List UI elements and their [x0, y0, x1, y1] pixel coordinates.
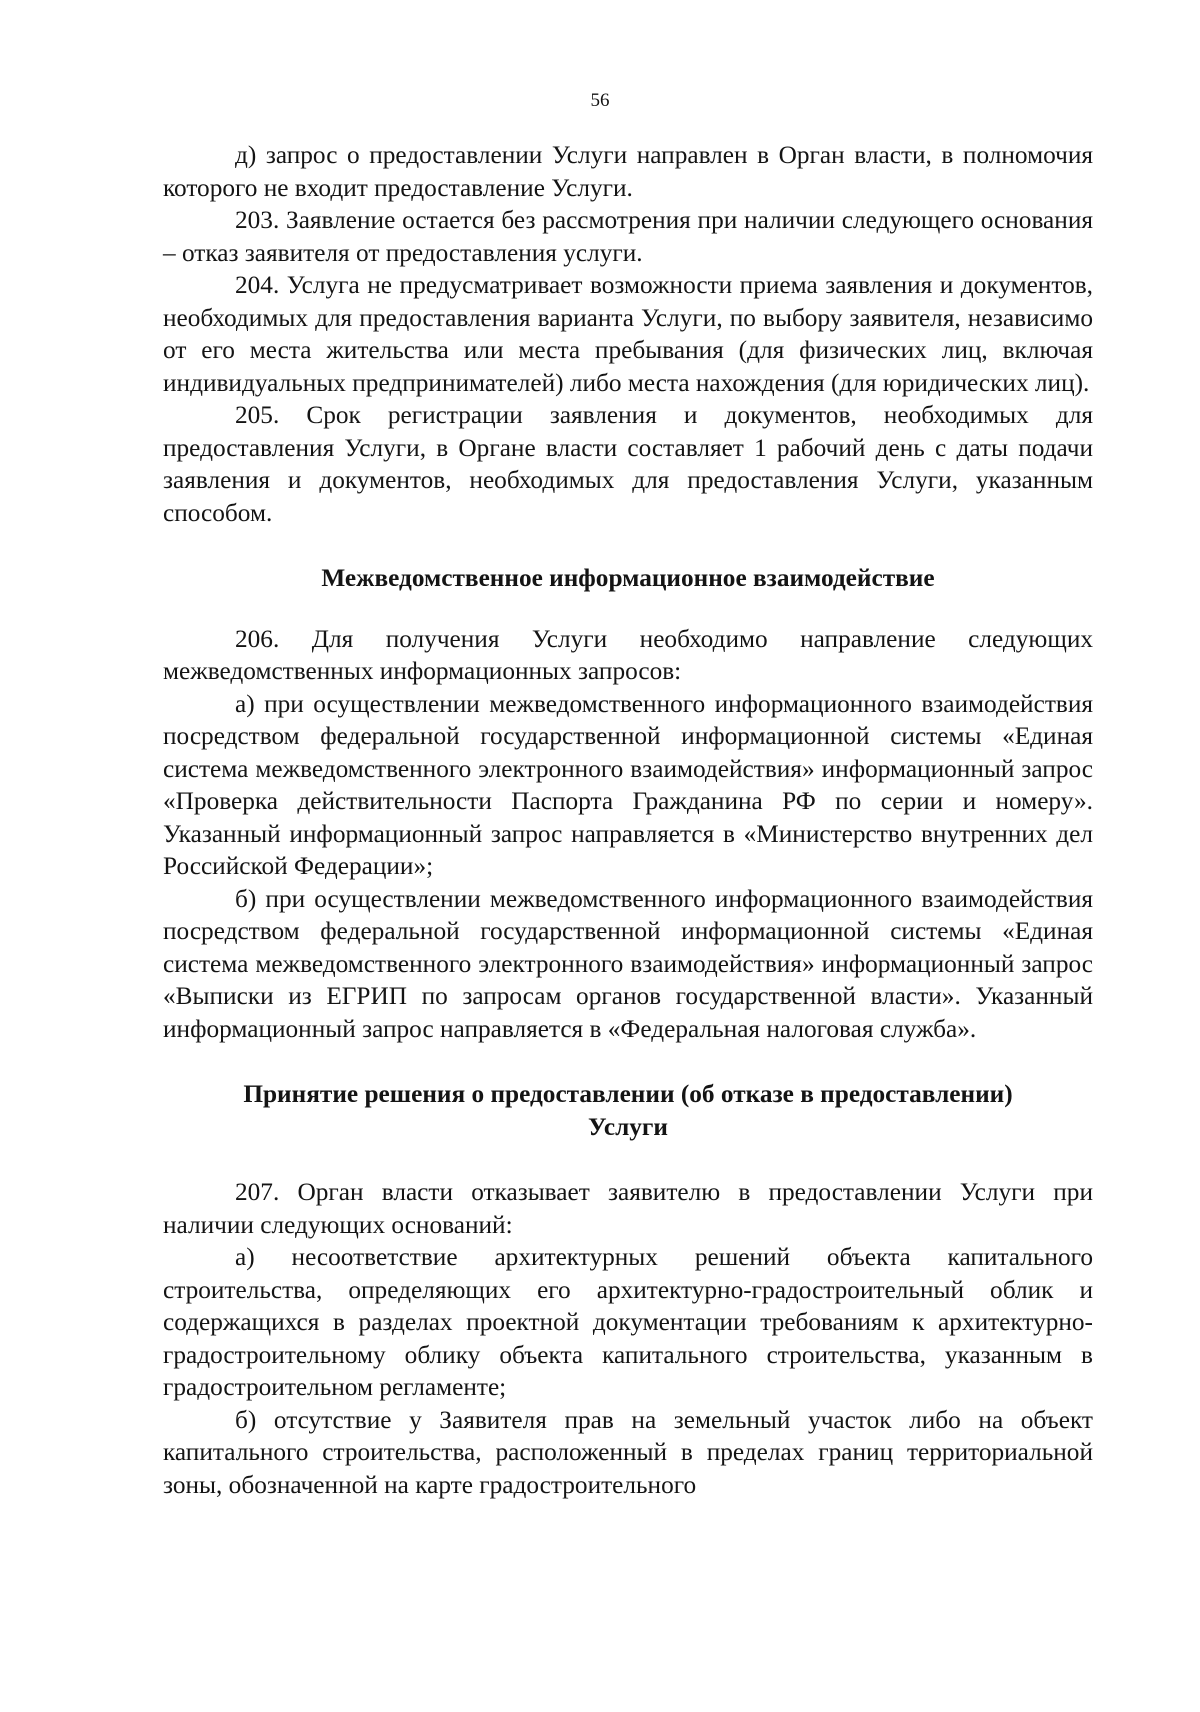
paragraph-203: 203. Заявление остается без рассмотрения при наличии следующего основания – отказ заявителя от предоставления услуги.	[163, 206, 1093, 267]
section-heading-interagency: Межведомственное информационное взаимодействие	[321, 564, 935, 592]
section-heading-decision-line1: Принятие решения о предоставлении (об отказе в предоставлении)	[243, 1080, 1013, 1108]
section-heading-decision	[163, 1078, 1093, 1143]
paragraph-206: 206. Для получения Услуги необходимо направление следующих межведомственных информационных запросов:	[163, 624, 1093, 685]
document-body	[163, 139, 1093, 1501]
paragraph-206-b: б) при осуществлении межведомственного информационного взаимодействия посредством федеральной государственной информационной системы «Единая система межведомственного электронного взаимодействия» информационный запрос «Выписки из ЕГРИП по запросам органов государственной власти». Указанный информационный запрос направляется в «Федеральная налоговая служба».	[163, 884, 1093, 1043]
paragraph-206-a: а) при осуществлении межведомственного информационного взаимодействия посредством федеральной государственной информационной системы «Единая система межведомственного электронного взаимодействия» информационный запрос «Проверка действительности Паспорта Гражданина РФ по серии и номеру». Указанный информационный запрос направляется в «Министерство внутренних дел Российской Федерации»;	[163, 689, 1093, 880]
paragraph-202-d: д) запрос о предоставлении Услуги направлен в Орган власти, в полномочия которого не входит предоставление Услуги.	[163, 141, 1093, 202]
paragraph-204: 204. Услуга не предусматривает возможности приема заявления и документов, необходимых для предоставления варианта Услуги, по выбору заявителя, независимо от его места жительства или места пребывания (для физических лиц, включая индивидуальных предпринимателей) либо места нахождения (для юридических лиц).	[163, 271, 1093, 397]
section-heading-decision-line2: Услуги	[588, 1112, 668, 1141]
paragraph-207: 207. Орган власти отказывает заявителю в предоставлении Услуги при наличии следующих оснований:	[163, 1178, 1093, 1239]
paragraph-207-b: б) отсутствие у Заявителя прав на земельный участок либо на объект капитального строительства, расположенный в пределах границ территориальной зоны, обозначенной на карте градостроительного	[163, 1405, 1093, 1499]
paragraph-207-a: а) несоответствие архитектурных решений объекта капитального строительства, определяющих его архитектурно-градостроительный облик и содержащихся в разделах проектной документации требованиям к архитектурно-градостроительному облику объекта капитального строительства, указанным в градостроительном регламенте;	[163, 1243, 1093, 1401]
paragraph-205: 205. Срок регистрации заявления и документов, необходимых для предоставления Услуги, в Органе власти составляет 1 рабочий день с даты подачи заявления и документов, необходимых для предоставления Услуги, указанным способом.	[163, 401, 1093, 527]
page-number: 56	[590, 90, 610, 111]
